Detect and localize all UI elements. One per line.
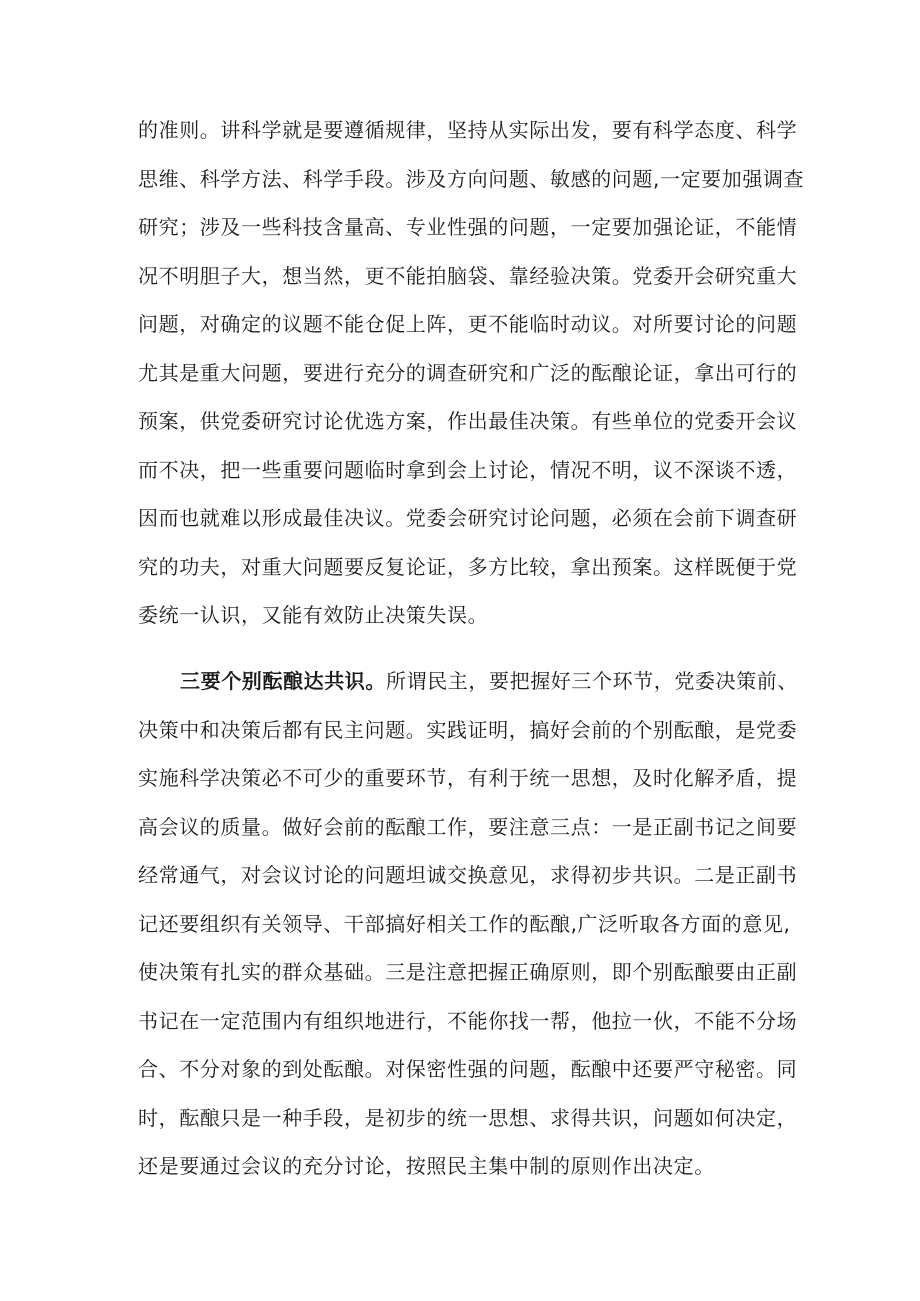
paragraph-line: 的准则。讲科学就是要遵循规律，坚持从实际出发，要有科学态度、科学 bbox=[138, 118, 798, 142]
section-lead-heading: 三要个别酝酿达共识。 bbox=[180, 669, 386, 693]
paragraph-line: 高会议的质量。做好会前的酝酿工作，要注意三点：一是正副书记之间要 bbox=[138, 814, 798, 839]
paragraph-line: 合、不分对象的到处酝酿。对保密性强的问题，酝酿中还要严守秘密。同 bbox=[138, 1057, 798, 1081]
paragraph-line: 书记在一定范围内有组织地进行，不能你找一帮，他拉一伙，不能不分场 bbox=[138, 1008, 798, 1033]
paragraph-line: 因而也就难以形成最佳决议。党委会研究讨论问题，必须在会前下调查研 bbox=[138, 506, 798, 530]
paragraph-line: 预案，供党委研究讨论优选方案，作出最佳决策。有些单位的党委开会议 bbox=[138, 409, 798, 433]
paragraph-line: 问题，对确定的议题不能仓促上阵，更不能临时动议。对所要讨论的问题 bbox=[138, 312, 798, 336]
paragraph-line: 究的功夫，对重大问题要反复论证，多方比较，拿出预案。这样既便于党 bbox=[138, 554, 798, 579]
paragraph-line: 思维、科学方法、科学手段。涉及方向问题、敏感的问题,一定要加强调查 bbox=[138, 166, 805, 191]
paragraph-line: 经常通气，对会议讨论的问题坦诚交换意见，求得初步共识。二是正副书 bbox=[138, 863, 798, 887]
paragraph-1 bbox=[138, 106, 805, 640]
paragraph-line: 决策中和决策后都有民主问题。实践证明，搞好会前的个别酝酿，是党委 bbox=[138, 717, 798, 742]
paragraph-line: 使决策有扎实的群众基础。三是注意把握正确原则，即个别酝酿要由正副 bbox=[138, 960, 798, 984]
paragraph-line: 还是要通过会议的充分讨论，按照民主集中制的原则作出决定。 bbox=[138, 1154, 715, 1178]
paragraph-2 bbox=[138, 657, 798, 1191]
paragraph-line: 记还要组织有关领导、干部搞好相关工作的酝酿,广泛听取各方面的意见, bbox=[138, 911, 791, 936]
paragraph-line: 研究；涉及一些科技含量高、专业性强的问题，一定要加强论证，不能情 bbox=[138, 215, 798, 239]
paragraph-line: 委统一认识，又能有效防止决策失误。 bbox=[138, 603, 489, 627]
paragraph-line: 况不明胆子大，想当然，更不能拍脑袋、靠经验决策。党委开会研究重大 bbox=[138, 263, 798, 288]
paragraph-line: 实施科学决策必不可少的重要环节，有利于统一思想，及时化解矛盾，提 bbox=[138, 766, 798, 790]
paragraph-line: 时，酝酿只是一种手段，是初步的统一思想、求得共识，问题如何决定， bbox=[138, 1105, 798, 1130]
paragraph-first-line bbox=[138, 657, 798, 706]
paragraph-line: 而不决，把一些重要问题临时拿到会上讨论，情况不明，议不深谈不透， bbox=[138, 457, 798, 482]
paragraph-line: 尤其是重大问题，要进行充分的调查研究和广泛的酝酿论证，拿出可行的 bbox=[138, 360, 798, 385]
first-line-text: 所谓民主，要把握好三个环节，党委决策前、 bbox=[386, 669, 798, 693]
